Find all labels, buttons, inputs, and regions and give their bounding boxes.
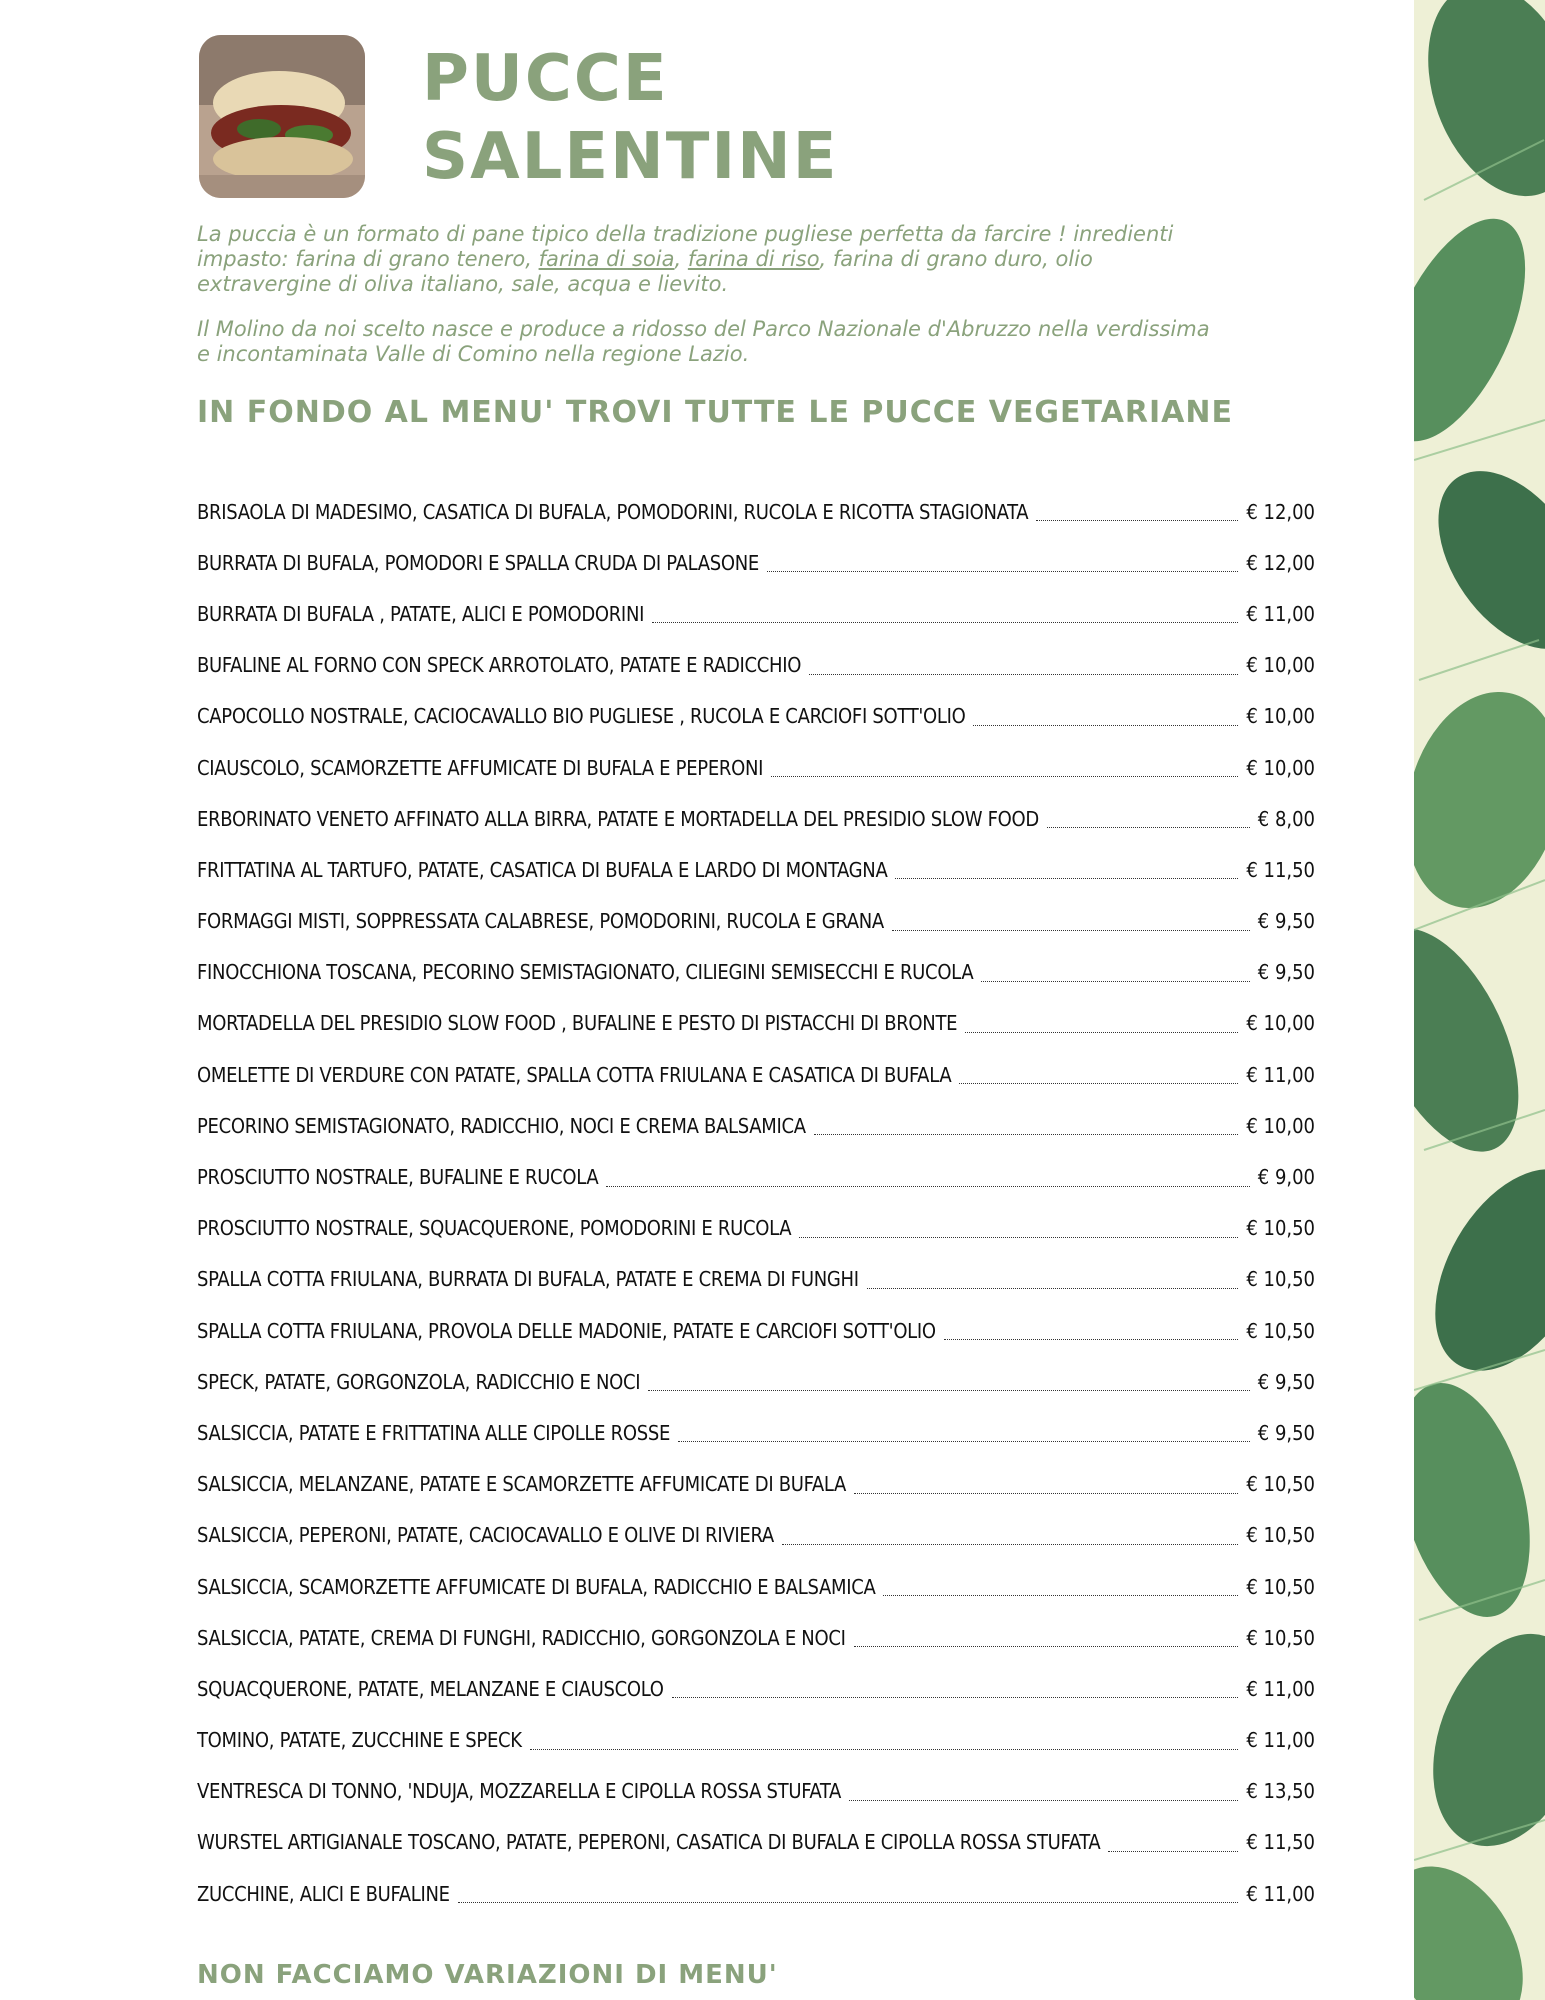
menu-item <box>197 1049 1315 1100</box>
dot-leader <box>1047 809 1250 828</box>
menu-item-price: € 9,00 <box>1257 1165 1315 1190</box>
menu-item-price: € 10,00 <box>1246 704 1315 729</box>
dot-leader <box>648 1372 1250 1391</box>
menu-item-name: CIAUSCOLO, SCAMORZETTE AFFUMICATE DI BUFALA E PEPERONI <box>197 755 764 780</box>
menu-item-name: TOMINO, PATATE, ZUCCHINE E SPECK <box>197 1728 522 1753</box>
menu-item <box>197 742 1315 793</box>
menu-item-price: € 10,50 <box>1246 1267 1315 1292</box>
menu-item <box>197 1612 1315 1663</box>
menu-item <box>197 896 1315 947</box>
menu-item <box>197 486 1315 537</box>
menu-item-name: CAPOCOLLO NOSTRALE, CACIOCAVALLO BIO PUGLIESE , RUCOLA E CARCIOFI SOTT'OLIO <box>197 704 966 729</box>
menu-item-name: PECORINO SEMISTAGIONATO, RADICCHIO, NOCI E CREMA BALSAMICA <box>197 1113 806 1138</box>
menu-item-name: SALSICCIA, SCAMORZETTE AFFUMICATE DI BUFALA, RADICCHIO E BALSAMICA <box>197 1574 876 1599</box>
tropical-leaves-icon <box>1414 0 1545 2000</box>
menu-list <box>197 486 1315 1919</box>
menu-item-name: SPECK, PATATE, GORGONZOLA, RADICCHIO E NOCI <box>197 1369 641 1394</box>
menu-item <box>197 691 1315 742</box>
menu-item <box>197 947 1315 998</box>
menu-item-name: BURRATA DI BUFALA , PATATE, ALICI E POMODORINI <box>197 601 645 626</box>
intro-soia-link: farina di soia <box>538 247 675 271</box>
menu-item <box>197 1817 1315 1868</box>
title-line-2: SALENTINE <box>422 120 839 194</box>
dot-leader <box>892 912 1250 931</box>
intro-paragraph-2: Il Molino da noi scelto nasce e produce a ridosso del Parco Nazionale d'Abruzzo nella verdissima e incontaminata Valle di Comino nella regione Lazio. <box>197 317 1210 366</box>
dot-leader <box>1036 502 1238 521</box>
menu-item-price: € 10,50 <box>1246 1574 1315 1599</box>
menu-item-name: VENTRESCA DI TONNO, 'NDUJA, MOZZARELLA E CIPOLLA ROSSA STUFATA <box>197 1779 842 1804</box>
menu-item-price: € 10,00 <box>1246 1113 1315 1138</box>
menu-item-name: MORTADELLA DEL PRESIDIO SLOW FOOD , BUFALINE E PESTO DI PISTACCHI DI BRONTE <box>197 1011 958 1036</box>
menu-item-name: BRISAOLA DI MADESIMO, CASATICA DI BUFALA, POMODORINI, RUCOLA E RICOTTA STAGIONATA <box>197 499 1029 524</box>
dot-leader <box>944 1321 1239 1340</box>
menu-item-price: € 10,00 <box>1246 653 1315 678</box>
menu-item-name: WURSTEL ARTIGIANALE TOSCANO, PATATE, PEPERONI, CASATICA DI BUFALA E CIPOLLA ROSSA STUFATA <box>197 1830 1101 1855</box>
dot-leader <box>973 707 1238 726</box>
menu-item-price: € 10,50 <box>1246 1523 1315 1548</box>
dot-leader <box>782 1526 1238 1545</box>
menu-item <box>197 1510 1315 1561</box>
menu-item-price: € 10,50 <box>1246 1318 1315 1343</box>
menu-item-name: SPALLA COTTA FRIULANA, BURRATA DI BUFALA, PATATE E CREMA DI FUNGHI <box>197 1267 859 1292</box>
menu-item-name: ERBORINATO VENETO AFFINATO ALLA BIRRA, PATATE E MORTADELLA DEL PRESIDIO SLOW FOOD <box>197 806 1039 831</box>
menu-item <box>197 588 1315 639</box>
dot-leader <box>606 1168 1249 1187</box>
dot-leader <box>799 1219 1238 1238</box>
menu-item-price: € 11,00 <box>1246 1881 1315 1906</box>
menu-item-name: FRITTATINA AL TARTUFO, PATATE, CASATICA DI BUFALA E LARDO DI MONTAGNA <box>197 857 888 882</box>
dot-leader <box>678 1423 1250 1442</box>
menu-item-price: € 12,00 <box>1246 499 1315 524</box>
intro-p1-end: , farina di grano duro, olio extravergine di oliva italiano, sale, acqua e lievito. <box>197 247 1093 296</box>
intro-paragraph-1 <box>197 222 1227 297</box>
menu-item-price: € 10,00 <box>1246 1011 1315 1036</box>
page-title <box>422 40 838 196</box>
menu-item-name: OMELETTE DI VERDURE CON PATATE, SPALLA COTTA FRIULANA E CASATICA DI BUFALA <box>197 1062 952 1087</box>
menu-item <box>197 998 1315 1049</box>
menu-item <box>197 640 1315 691</box>
dot-leader <box>1108 1833 1238 1852</box>
menu-item-price: € 11,00 <box>1246 1062 1315 1087</box>
title-line-1: PUCCE <box>422 42 669 116</box>
menu-item <box>197 1868 1315 1919</box>
menu-item-price: € 10,50 <box>1246 1216 1315 1241</box>
intro-p1-start: La puccia è un formato di pane tipico della tradizione pugliese perfetta da farcire ! inredienti impasto: farina di grano tenero, <box>197 222 1174 271</box>
menu-item-price: € 9,50 <box>1257 1369 1315 1394</box>
menu-item <box>197 1459 1315 1510</box>
dot-leader <box>652 604 1238 623</box>
footer-note: NON FACCIAMO VARIAZIONI DI MENU' <box>197 1960 778 1990</box>
intro-text <box>197 222 1227 387</box>
menu-item-price: € 10,00 <box>1246 755 1315 780</box>
menu-item-price: € 11,00 <box>1246 1728 1315 1753</box>
menu-item-name: SALSICCIA, PATATE E FRITTATINA ALLE CIPOLLE ROSSE <box>197 1420 671 1445</box>
dot-leader <box>814 1116 1239 1135</box>
intro-p1-sep: , <box>674 247 688 271</box>
dot-leader <box>458 1884 1239 1903</box>
dot-leader <box>767 553 1238 572</box>
menu-item <box>197 1254 1315 1305</box>
menu-item <box>197 1100 1315 1151</box>
dot-leader <box>809 656 1238 675</box>
menu-item-name: FORMAGGI MISTI, SOPPRESSATA CALABRESE, POMODORINI, RUCOLA E GRANA <box>197 909 884 934</box>
menu-item <box>197 1356 1315 1407</box>
dot-leader <box>849 1782 1238 1801</box>
dot-leader <box>771 758 1238 777</box>
dot-leader <box>867 1270 1239 1289</box>
menu-item-name: SALSICCIA, PATATE, CREMA DI FUNGHI, RADICCHIO, GORGONZOLA E NOCI <box>197 1625 846 1650</box>
menu-item-price: € 9,50 <box>1257 909 1315 934</box>
menu-item-name: BUFALINE AL FORNO CON SPECK ARROTOLATO, PATATE E RADICCHIO <box>197 653 802 678</box>
dot-leader <box>530 1731 1239 1750</box>
menu-item-name: SALSICCIA, MELANZANE, PATATE E SCAMORZETTE AFFUMICATE DI BUFALA <box>197 1472 847 1497</box>
puccia-photo <box>199 35 365 198</box>
menu-item-price: € 13,50 <box>1246 1779 1315 1804</box>
menu-item <box>197 1203 1315 1254</box>
menu-item <box>197 793 1315 844</box>
dot-leader <box>854 1628 1239 1647</box>
menu-item-name: BURRATA DI BUFALA, POMODORI E SPALLA CRUDA DI PALASONE <box>197 550 759 575</box>
menu-item <box>197 1715 1315 1766</box>
menu-item-name: ZUCCHINE, ALICI E BUFALINE <box>197 1881 450 1906</box>
menu-item-name: FINOCCHIONA TOSCANA, PECORINO SEMISTAGIONATO, CILIEGINI SEMISECCHI E RUCOLA <box>197 960 974 985</box>
menu-item-price: € 11,00 <box>1246 1676 1315 1701</box>
menu-item <box>197 1766 1315 1817</box>
menu-item-name: PROSCIUTTO NOSTRALE, SQUACQUERONE, POMODORINI E RUCOLA <box>197 1216 792 1241</box>
menu-item-price: € 11,00 <box>1246 601 1315 626</box>
menu-item <box>197 1305 1315 1356</box>
menu-item <box>197 1561 1315 1612</box>
menu-item-price: € 10,50 <box>1246 1625 1315 1650</box>
dot-leader <box>965 1014 1238 1033</box>
dot-leader <box>883 1577 1238 1596</box>
dot-leader <box>959 1065 1238 1084</box>
dot-leader <box>895 860 1238 879</box>
menu-item-name: SALSICCIA, PEPERONI, PATATE, CACIOCAVALLO E OLIVE DI RIVIERA <box>197 1523 774 1548</box>
menu-item-name: SPALLA COTTA FRIULANA, PROVOLA DELLE MADONIE, PATATE E CARCIOFI SOTT'OLIO <box>197 1318 936 1343</box>
menu-item <box>197 1663 1315 1714</box>
menu-item-price: € 10,50 <box>1246 1472 1315 1497</box>
dot-leader <box>672 1679 1239 1698</box>
menu-item-price: € 9,50 <box>1257 960 1315 985</box>
menu-item <box>197 1151 1315 1202</box>
dot-leader <box>981 963 1249 982</box>
menu-item <box>197 844 1315 895</box>
menu-item-name: SQUACQUERONE, PATATE, MELANZANE E CIAUSCOLO <box>197 1676 664 1701</box>
menu-item-name: PROSCIUTTO NOSTRALE, BUFALINE E RUCOLA <box>197 1165 599 1190</box>
vegetarian-notice: IN FONDO AL MENU' TROVI TUTTE LE PUCCE VEGETARIANE <box>197 395 1233 430</box>
menu-item-price: € 8,00 <box>1257 806 1315 831</box>
intro-riso-link: farina di riso <box>687 247 820 271</box>
menu-item-price: € 11,50 <box>1246 1830 1315 1855</box>
menu-item <box>197 537 1315 588</box>
menu-item-price: € 11,50 <box>1246 857 1315 882</box>
menu-item-price: € 12,00 <box>1246 550 1315 575</box>
menu-item-price: € 9,50 <box>1257 1420 1315 1445</box>
menu-item <box>197 1407 1315 1458</box>
dot-leader <box>854 1475 1238 1494</box>
